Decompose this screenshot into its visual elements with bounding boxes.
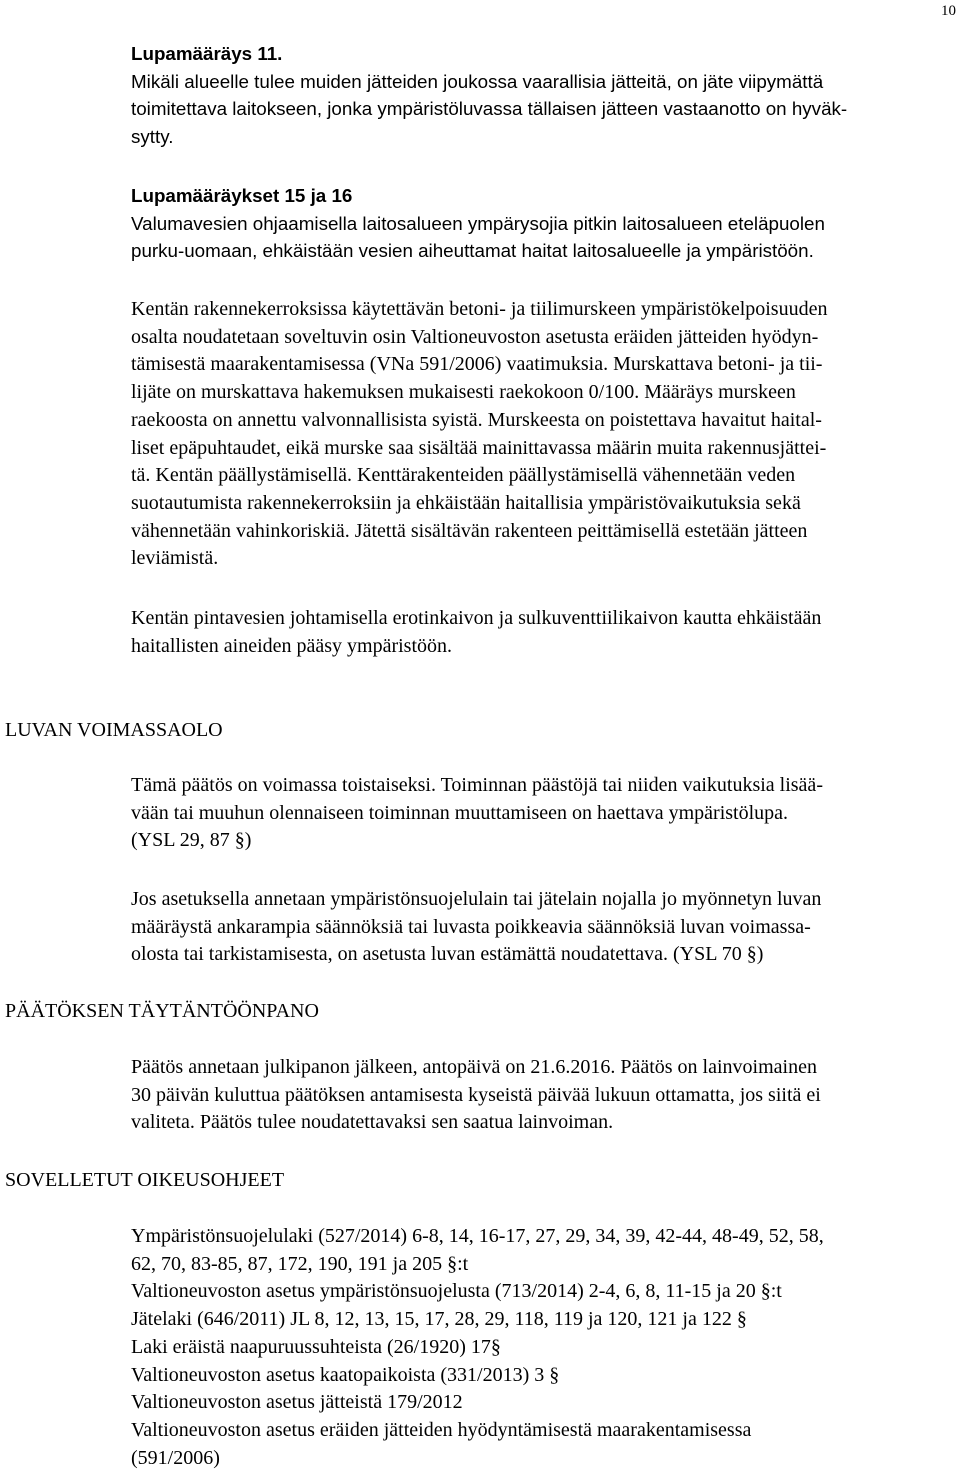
paragraph-line: 30 päivän kuluttua päätöksen antamisesta kyseistä päivää lukuun ottamatta, jos siitä ei xyxy=(131,1083,821,1106)
paragraph-line: (YSL 29, 87 §) xyxy=(131,829,252,852)
paragraph-line: Tämä päätös on voimassa toistaiseksi. Toiminnan päästöjä tai niiden vaikutuksia lisää- xyxy=(131,774,823,796)
paragraph-line: valiteta. Päätös tulee noudatettavaksi sen saatua lainvoiman. xyxy=(131,1111,614,1134)
legal-provisions-heading: SOVELLETUT OIKEUSOHJEET xyxy=(5,1169,285,1191)
list-item: Valtioneuvoston asetus jätteistä 179/2012 xyxy=(131,1391,463,1414)
paragraph-line: Kentän rakennekerroksissa käytettävän betoni- ja tiilimurskeen ympäristökelpoisuuden xyxy=(131,298,828,320)
regulations-15-16-section xyxy=(131,182,954,265)
regulations-15-16-line: Valumavesien ohjaamisella laitosalueen ympärysojia pitkin laitosalueen eteläpuolen xyxy=(131,212,825,234)
field-structure-paragraph xyxy=(131,296,954,573)
paragraph-line: tämisestä maarakentamisessa (VNa 591/2006) vaatimuksia. Murskattava betoni- ja tii- xyxy=(131,353,823,376)
list-item: Jätelaki (646/2011) JL 8, 12, 13, 15, 17, 28, 29, 118, 119 ja 120, 121 ja 122 § xyxy=(131,1308,747,1331)
validity-heading: LUVAN VOIMASSAOLO xyxy=(5,719,223,741)
validity-paragraph-2 xyxy=(131,886,954,969)
surface-water-paragraph xyxy=(131,605,954,660)
list-item: Ympäristönsuojelulaki (527/2014) 6-8, 14, 16-17, 27, 29, 34, 39, 42-44, 48-49, 52, 58, xyxy=(131,1225,824,1247)
paragraph-line: vähennetään vahinkoriskiä. Jätettä sisältävän rakenteen peittämisellä estetään jätteen xyxy=(131,519,808,542)
paragraph-line: haitallisten aineiden pääsy ympäristöön. xyxy=(131,634,453,657)
list-item: Valtioneuvoston asetus eräiden jätteiden hyödyntämisestä maarakentamisessa xyxy=(131,1418,752,1441)
paragraph-line: Päätös annetaan julkipanon jälkeen, antopäivä on 21.6.2016. Päätös on lainvoimainen xyxy=(131,1056,817,1078)
legal-provisions-list xyxy=(131,1223,954,1472)
paragraph-line: Jos asetuksella annetaan ympäristönsuojelulain tai jätelain nojalla jo myönnetyn luvan xyxy=(131,888,822,910)
list-item: Valtioneuvoston asetus ympäristönsuojelusta (713/2014) 2-4, 6, 8, 11-15 ja 20 §:t xyxy=(131,1280,782,1303)
regulation-11-title: Lupamääräys 11. xyxy=(131,43,283,64)
paragraph-line: lijäte on murskattava hakemuksen mukaisesti raekokoon 0/100. Määräys murskeen xyxy=(131,381,796,404)
validity-paragraph-1 xyxy=(131,772,954,855)
regulation-11-section xyxy=(131,40,954,151)
list-item: 62, 70, 83-85, 87, 172, 190, 191 ja 205 §:t xyxy=(131,1252,469,1275)
regulation-11-line: Mikäli alueelle tulee muiden jätteiden joukossa vaarallisia jätteitä, on jäte viipymättä xyxy=(131,70,824,92)
regulations-15-16-title: Lupamääräykset 15 ja 16 xyxy=(131,185,353,206)
regulation-11-line: toimitettava laitokseen, jonka ympäristöluvassa tällaisen jätteen vastaanotto on hyväk- xyxy=(131,98,848,120)
paragraph-line: tä. Kentän päällystämisellä. Kenttärakenteiden päällystämisellä vähennetään veden xyxy=(131,464,796,487)
list-item: Laki eräistä naapuruussuhteista (26/1920) 17§ xyxy=(131,1335,501,1358)
paragraph-line: vään tai muuhun olennaiseen toiminnan muuttamiseen on haettava ympäristölupa. xyxy=(131,801,789,824)
paragraph-line: leviämistä. xyxy=(131,547,219,570)
regulation-11-line: sytty. xyxy=(131,126,174,148)
regulations-15-16-line: purku-uomaan, ehkäistään vesien aiheuttamat haitat laitosalueelle ja ympäristöön. xyxy=(131,240,814,262)
paragraph-line: määräystä ankarampia säännöksiä tai luvasta poikkeavia säännöksiä luvan voimassa- xyxy=(131,915,811,938)
enforcement-heading: PÄÄTÖKSEN TÄYTÄNTÖÖNPANO xyxy=(5,1000,319,1022)
paragraph-line: raekoosta on annettu valvonnallisista syistä. Murskeesta on poistettava havaitut haital- xyxy=(131,408,822,431)
enforcement-paragraph xyxy=(131,1054,954,1137)
page-number: 10 xyxy=(941,3,956,19)
paragraph-line: olosta tai tarkistamisesta, on asetusta luvan estämättä noudatettava. (YSL 70 §) xyxy=(131,943,764,966)
paragraph-line: Kentän pintavesien johtamisella erotinkaivon ja sulkuventtiilikaivon kautta ehkäistään xyxy=(131,607,822,629)
paragraph-line: liset epäpuhtaudet, eikä murske saa sisältää mainittavassa määrin muita rakennusjättei- xyxy=(131,436,827,459)
list-item: Valtioneuvoston asetus kaatopaikoista (331/2013) 3 § xyxy=(131,1363,560,1386)
paragraph-line: osalta noudatetaan soveltuvin osin Valtioneuvoston asetusta eräiden jätteiden hyödyn- xyxy=(131,325,819,348)
paragraph-line: suotautumista rakennekerroksiin ja ehkäistään haitallisia ympäristövaikutuksia sekä xyxy=(131,491,801,514)
list-item: (591/2006) xyxy=(131,1446,220,1469)
